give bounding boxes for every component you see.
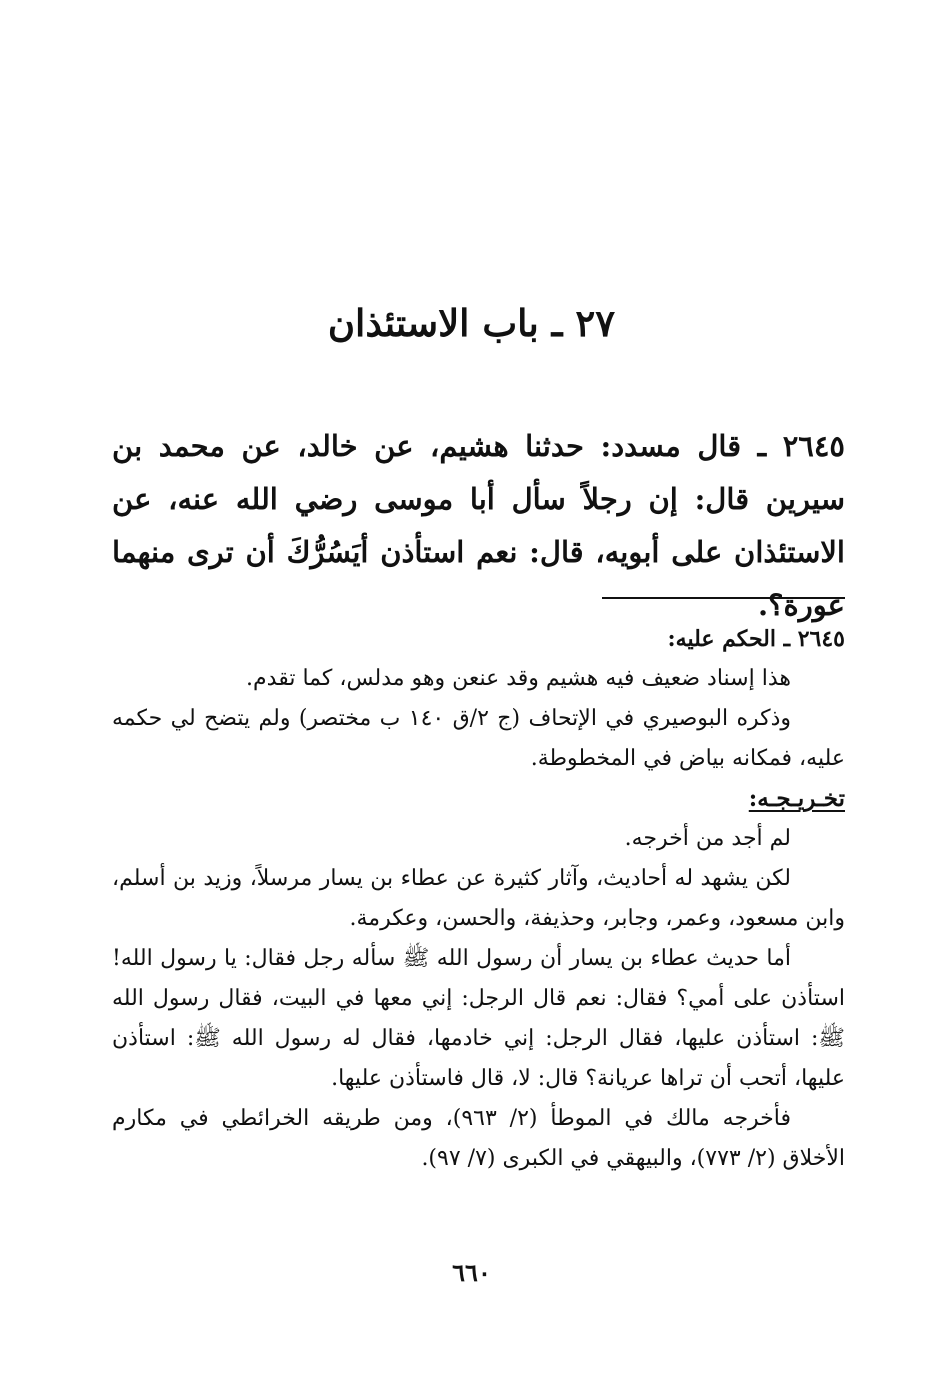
footnotes [112, 619, 845, 1179]
not-found-text: لم أجد من أخرجه. [624, 826, 791, 851]
hadith-text: ٢٦٤٥ ـ قال مسدد: حدثنا هشيم، عن خالد، عن محمد بن سيرين قال: إن رجلاً سأل أبا موسى رضي الله عنه، عن الاستئذان على أبويه، قال: نعم استأذن أيَسُرُّكَ أن ترى منهما عورة؟. [112, 429, 845, 622]
sources-text: فأخرجه مالك في الموطأ (٢/ ٩٦٣)، ومن طريقه الخرائطي في مكارم الأخلاق (٢/ ٧٧٣)، والبيهقي في الكبرى (٧/ ٩٧). [112, 1106, 845, 1171]
ata-hadith-text: أما حديث عطاء بن يسار أن رسول الله ﷺ سأله رجل فقال: يا رسول الله! استأذن على أمي؟ فقال: نعم قال الرجل: إني معها في البيت، فقال رسول الله ﷺ: استأذن عليها، فقال الرجل: إني خادمها، فقال له رسول الله ﷺ: استأذن عليها، أتحب أن تراها عريانة؟ قال: لا، قال فاستأذن عليها. [112, 946, 845, 1091]
footnote-divider [602, 597, 845, 599]
witnesses-text: لكن يشهد له أحاديث، وآثار كثيرة عن عطاء بن يسار مرسلاً، وزيد بن أسلم، وابن مسعود، وعمر، وجابر، وحذيفة، والحسن، وعكرمة. [112, 866, 845, 931]
ruling-heading: ٢٦٤٥ ـ الحكم عليه: [667, 626, 845, 652]
chapter-title: ٢٧ ـ باب الاستئذان [327, 301, 616, 345]
busiri-text: وذكره البوصيري في الإتحاف (ج ٢/ق ١٤٠ ب مختصر) ولم يتضح لي حكمه عليه، فمكانه بياض في المخطوطة. [112, 706, 845, 771]
ruling-text: هذا إسناد ضعيف فيه هشيم وقد عنعن وهو مدلس، كما تقدم. [246, 666, 791, 691]
takhrij-heading: تخـريـجـه: [748, 785, 845, 812]
page-number: ٦٦٠ [452, 1258, 491, 1287]
hadith-block [112, 420, 845, 632]
